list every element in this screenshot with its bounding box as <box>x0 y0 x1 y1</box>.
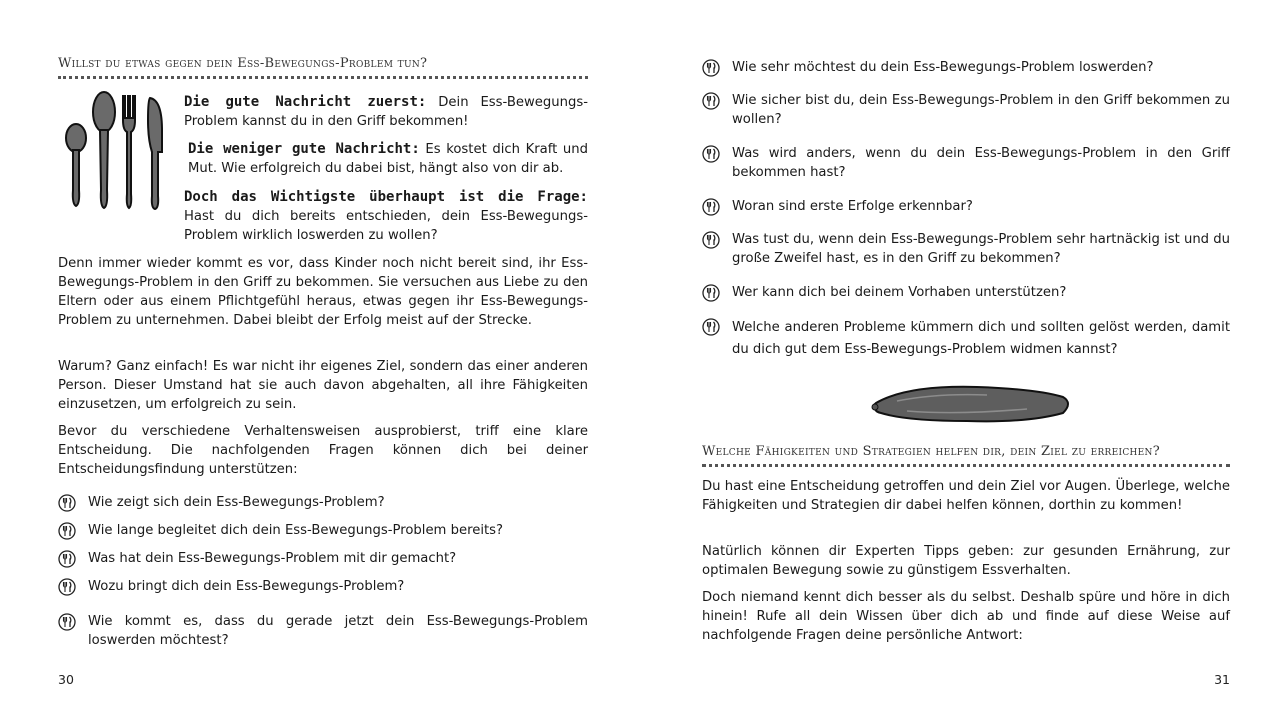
list-item <box>702 91 1230 129</box>
intro-paragraph <box>58 226 318 245</box>
fork-knife-icon <box>58 494 76 512</box>
list-item <box>58 521 588 540</box>
intro-paragraph <box>184 93 588 131</box>
list-item <box>702 230 1230 268</box>
intro-text: Es kostet dich Kraft und Mut. Wie erfolgreich du dabei bist, hängt also von dir ab. <box>188 142 589 176</box>
cutlery-icon <box>60 90 182 212</box>
intro-text: Hast du dich bereits entschieden, dein Ess-Bewegungs-Problem wirklich loswerden zu wollen? <box>184 209 588 243</box>
body-paragraph: Bevor du verschiedene Verhaltensweisen ausprobierst, triff eine klare Entscheidung. Die nachfolgenden Fragen können dich bei deiner Entscheidungsfindung unterstützen: <box>58 424 588 477</box>
fork-knife-icon <box>58 578 76 596</box>
body-paragraph: Natürlich können dir Experten Tipps geben: zur gesunden Ernährung, zur optimalen Bewegung sowie zu günstigem Essverhalten. <box>702 544 1230 578</box>
body-paragraph: Warum? Ganz einfach! Es war nicht ihr eigenes Ziel, sondern das einer anderen Person. Dieser Umstand hat sie auch davon abgehalten, all ihre Fähigkeiten einzusetzen, um erfolgreich zu sein. <box>58 359 588 412</box>
gherkin-icon <box>867 381 1073 427</box>
page-number: 30 <box>58 672 74 687</box>
list-item <box>702 197 1230 216</box>
fork-knife-icon <box>702 198 720 216</box>
question-text: Woran sind erste Erfolge erkennbar? <box>732 199 973 214</box>
section-heading: Willst du etwas gegen dein Ess-Bewegungs-Problem tun? <box>58 56 428 71</box>
fork-knife-icon <box>58 550 76 568</box>
intro-lead: Die weniger gute Nachricht: <box>188 141 420 157</box>
list-item <box>702 283 1230 302</box>
question-text: Wer kann dich bei deinem Vorhaben unterstützen? <box>732 285 1067 300</box>
body-paragraph: Du hast eine Entscheidung getroffen und dein Ziel vor Augen. Überlege, welche Fähigkeiten und Strategien dir dabei helfen können, dorthin zu kommen! <box>702 479 1230 513</box>
question-text: Welche anderen Probleme kümmern dich und sollten gelöst werden, damit du dich gut dem Ess-Bewegungs-Problem widmen kannst? <box>732 320 1230 357</box>
body-paragraph: Doch niemand kennt dich besser als du selbst. Deshalb spüre und höre in dich hinein! Rufe all dein Wissen über dich ab und finde auf diese Weise auf nachfolgende Fragen deine persönliche Antwort: <box>702 590 1230 643</box>
fork-knife-icon <box>702 318 720 336</box>
fork-knife-icon <box>58 522 76 540</box>
section-heading: Welche Fähigkeiten und Strategien helfen dir, dein Ziel zu erreichen? <box>702 444 1160 459</box>
question-text: Was wird anders, wenn du dein Ess-Bewegungs-Problem in den Griff bekommen hast? <box>732 146 1230 180</box>
fork-knife-icon <box>702 59 720 77</box>
fork-knife-icon <box>702 231 720 249</box>
fork-knife-icon <box>58 613 76 631</box>
list-item <box>58 612 588 650</box>
list-item <box>702 317 1230 361</box>
page-number: 31 <box>1214 672 1230 687</box>
list-item <box>702 144 1230 182</box>
question-text: Wie sicher bist du, dein Ess-Bewegungs-Problem in den Griff bekommen zu wollen? <box>732 93 1230 127</box>
fork-knife-icon <box>702 92 720 110</box>
intro-paragraph <box>188 140 588 178</box>
list-item <box>58 577 588 596</box>
right-page <box>702 0 1230 719</box>
left-page <box>58 0 588 719</box>
fork-knife-icon <box>702 145 720 163</box>
question-text: Wie kommt es, dass du gerade jetzt dein Ess-Bewegungs-Problem loswerden möchtest? <box>88 614 588 648</box>
question-text: Was hat dein Ess-Bewegungs-Problem mit dir gemacht? <box>88 551 457 566</box>
dotted-divider <box>702 464 1230 467</box>
dotted-divider <box>58 76 588 79</box>
question-text: Wie zeigt sich dein Ess-Bewegungs-Problem? <box>88 495 385 510</box>
question-text: Wozu bringt dich dein Ess-Bewegungs-Problem? <box>88 579 405 594</box>
body-paragraph: Denn immer wieder kommt es vor, dass Kinder noch nicht bereit sind, ihr Ess-Bewegungs-Problem in den Griff zu bekommen. Sie versuchen aus Liebe zu den Eltern oder aus einem Pflichtgefühl heraus, etwas gegen ihr Ess-Bewegungs-Problem zu unternehmen. Dabei bleibt der Erfolg meist auf der Strecke. <box>58 256 588 328</box>
intro-lead: Die gute Nachricht zuerst: <box>184 94 427 110</box>
intro-lead: Doch das Wichtigste überhaupt ist die Frage: <box>184 189 588 205</box>
list-item <box>702 58 1230 77</box>
question-text: Wie sehr möchtest du dein Ess-Bewegungs-Problem loswerden? <box>732 60 1154 75</box>
intro-text: Dein Ess-Bewegungs-Problem kannst du in den Griff bekommen! <box>184 95 588 129</box>
list-item <box>58 493 588 512</box>
fork-knife-icon <box>702 284 720 302</box>
list-item <box>58 549 588 568</box>
question-text: Was tust du, wenn dein Ess-Bewegungs-Problem sehr hartnäckig ist und du große Zweifel hast, es in den Griff zu bekommen? <box>732 232 1230 266</box>
question-text: Wie lange begleitet dich dein Ess-Bewegungs-Problem bereits? <box>88 523 504 538</box>
